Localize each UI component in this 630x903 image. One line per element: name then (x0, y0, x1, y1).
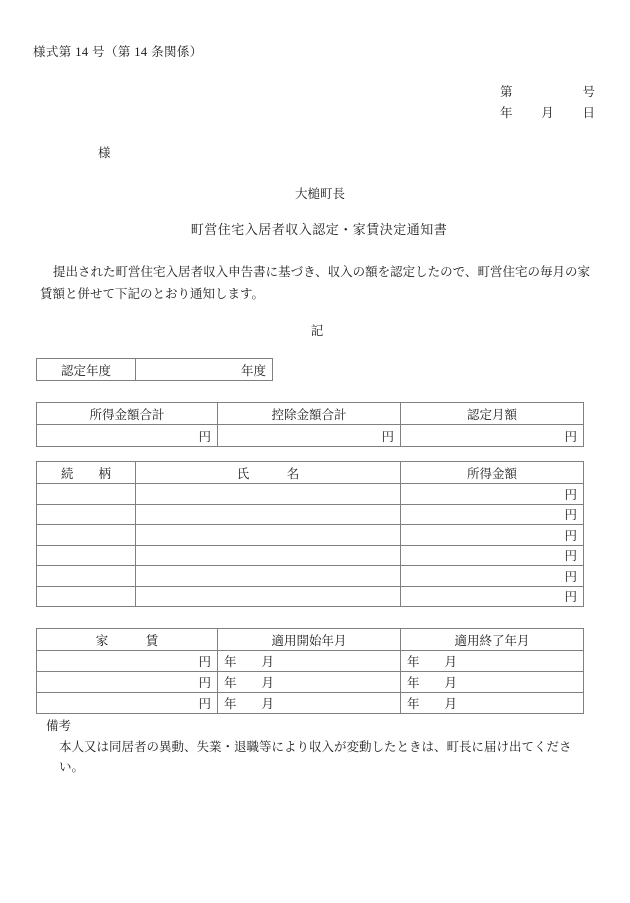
document-body-text: 提出された町営住宅入居者収入申告書に基づき、収入の額を認定したので、町営住宅の毎月の家賃額と併せて下記のとおり通知します。 (40, 265, 590, 301)
fiscal-year-label: 認定年度 (37, 359, 136, 381)
table-header-row (37, 629, 584, 651)
table-row (37, 484, 584, 505)
ki-mark: 記 (310, 324, 324, 338)
household-name-cell[interactable] (136, 566, 401, 587)
document-date-month: 月 (541, 106, 554, 120)
addressee-honorific: 様 (98, 146, 111, 160)
document-date-year: 年 (500, 106, 513, 120)
document-number-prefix: 第 (500, 85, 513, 99)
document-number-row (500, 82, 595, 103)
table-row (37, 504, 584, 525)
document-meta-block (500, 82, 595, 124)
document-date-row (500, 103, 595, 124)
income-summary-header-monthly-amount: 認定月額 (401, 403, 584, 425)
household-income-cell[interactable]: 円 (401, 525, 584, 546)
table-row (37, 425, 584, 447)
household-income-cell[interactable]: 円 (401, 586, 584, 607)
rent-end-date-cell[interactable]: 年 月 (401, 693, 584, 714)
household-relation-cell[interactable] (37, 545, 136, 566)
household-members-table (36, 461, 584, 607)
household-relation-cell[interactable] (37, 566, 136, 587)
rent-amount-cell[interactable]: 円 (37, 672, 218, 693)
document-date-day: 日 (582, 106, 595, 120)
document-title: 町営住宅入居者収入認定・家賃決定通知書 (190, 222, 448, 237)
income-summary-header-total-income: 所得金額合計 (37, 403, 218, 425)
household-name-cell[interactable] (136, 545, 401, 566)
rent-header-start-date: 適用開始年月 (218, 629, 401, 651)
fiscal-year-table (36, 358, 273, 381)
rent-start-date-cell[interactable]: 年 月 (218, 672, 401, 693)
household-name-cell[interactable] (136, 586, 401, 607)
household-income-cell[interactable]: 円 (401, 504, 584, 525)
rent-table (36, 628, 584, 714)
household-income-cell[interactable]: 円 (401, 484, 584, 505)
document-number-suffix: 号 (582, 85, 595, 99)
household-income-cell[interactable]: 円 (401, 566, 584, 587)
household-header-name: 氏 名 (136, 462, 401, 484)
household-relation-cell[interactable] (37, 504, 136, 525)
table-row (37, 586, 584, 607)
household-header-income: 所得金額 (401, 462, 584, 484)
rent-amount-cell[interactable]: 円 (37, 651, 218, 672)
fiscal-year-value[interactable]: 年度 (136, 359, 273, 381)
table-row (37, 525, 584, 546)
income-summary-header-total-deduction: 控除金額合計 (218, 403, 401, 425)
rent-end-date-cell[interactable]: 年 月 (401, 672, 584, 693)
table-row (37, 359, 273, 381)
table-row (37, 566, 584, 587)
household-relation-cell[interactable] (37, 525, 136, 546)
household-name-cell[interactable] (136, 484, 401, 505)
rent-amount-cell[interactable]: 円 (37, 693, 218, 714)
household-name-cell[interactable] (136, 525, 401, 546)
remarks-label: 備考 (46, 719, 72, 733)
remarks-text: 本人又は同居者の異動、失業・退職等により収入が変動したときは、町長に届け出てください。 (59, 740, 572, 774)
rent-end-date-cell[interactable]: 年 月 (401, 651, 584, 672)
table-row (37, 545, 584, 566)
household-relation-cell[interactable] (37, 484, 136, 505)
form-number: 様式第 14 号（第 14 条関係） (33, 45, 203, 59)
income-summary-monthly-amount-value[interactable]: 円 (401, 425, 584, 447)
table-row (37, 693, 584, 714)
household-header-relation: 続 柄 (37, 462, 136, 484)
household-relation-cell[interactable] (37, 586, 136, 607)
table-header-row (37, 403, 584, 425)
table-row (37, 672, 584, 693)
income-summary-table (36, 402, 584, 447)
issuer-name: 大槌町長 (294, 187, 345, 201)
household-income-cell[interactable]: 円 (401, 545, 584, 566)
income-summary-total-income-value[interactable]: 円 (37, 425, 218, 447)
rent-start-date-cell[interactable]: 年 月 (218, 693, 401, 714)
household-name-cell[interactable] (136, 504, 401, 525)
income-summary-total-deduction-value[interactable]: 円 (218, 425, 401, 447)
rent-header-amount: 家 賃 (37, 629, 218, 651)
rent-header-end-date: 適用終了年月 (401, 629, 584, 651)
table-row (37, 651, 584, 672)
rent-start-date-cell[interactable]: 年 月 (218, 651, 401, 672)
table-header-row (37, 462, 584, 484)
